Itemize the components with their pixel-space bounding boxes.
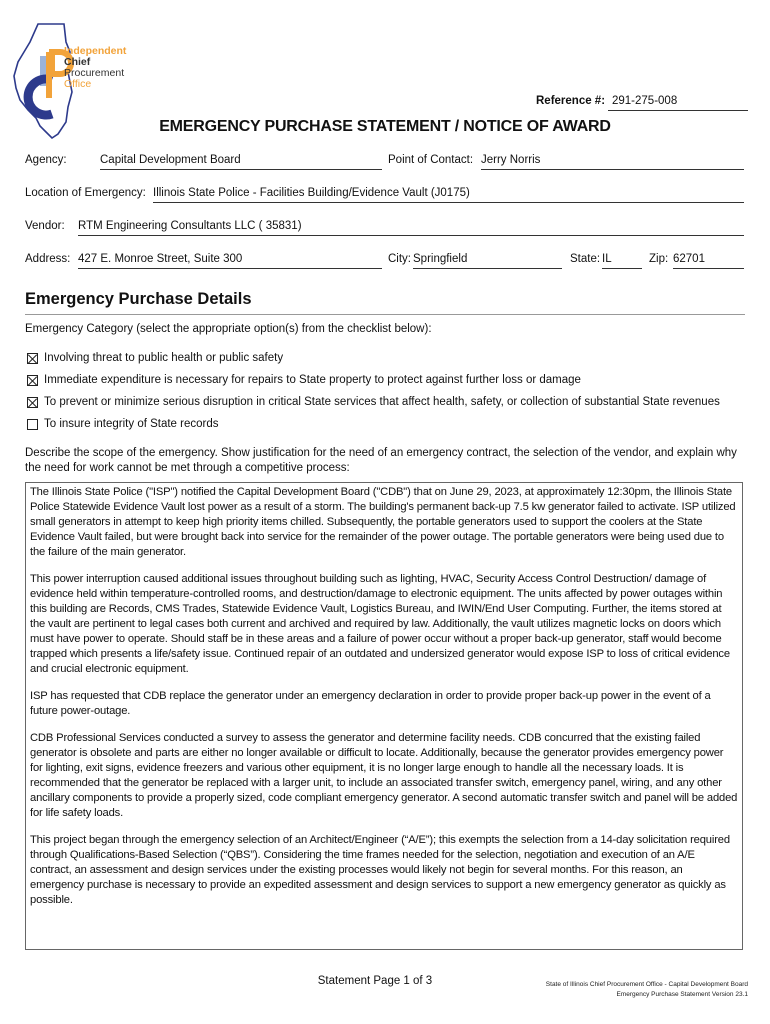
scope-paragraph: This power interruption caused additional issues throughout building such as lighting, HVAC, Security Access Control Destruction/ damage of evidence held within temperature-controlled rooms, and destruction/damage to electronic equipment. The units affected by power outages within this building are Records, CMS Trades, Statewide Evidence Vault, Logistics Bureau, and IWIN/End User Computing. Further, the items stored at the vault are pertinent to legal cases both current and archived and required by law. Additionally, the vault utilizes magnetic locks on doors which must have power to operate. Should staff be in these areas and a failure of power occur without a proper back-up generator, staff would become trapped which presents a life/safety issue. Continued repair of an outdated and undersized generator would expose ISP to loss of critical evidence and crucial electronic equipment. [30, 573, 730, 675]
zip-field[interactable]: 62701 [673, 253, 744, 269]
reference-label: Reference #: [536, 95, 606, 107]
checklist-label: Immediate expenditure is necessary for repairs to State property to protect against further loss or damage [44, 374, 581, 386]
category-prompt: Emergency Category (select the appropriate option(s) from the checklist below): [25, 323, 432, 335]
address-field[interactable]: 427 E. Monroe Street, Suite 300 [78, 253, 382, 269]
describe-prompt: Describe the scope of the emergency. Show justification for the need of an emergency contract, the selection of the vendor, and explain why the need for work cannot be met through a competitive process: [25, 447, 737, 474]
vendor-field[interactable]: RTM Engineering Consultants LLC ( 35831) [78, 220, 744, 236]
agency-label: Agency: [25, 154, 67, 166]
zip-label: Zip: [649, 253, 669, 265]
scope-paragraph: ISP has requested that CDB replace the generator under an emergency declaration in order to provide proper back-up power in the event of a future power-outage. [30, 690, 711, 717]
checklist-item-services[interactable] [27, 396, 720, 408]
scope-paragraph: The Illinois State Police ("ISP") notified the Capital Development Board ("CDB") that on June 29, 2023, at approximately 12:30pm, the Illinois State Police Statewide Evidence Vault lost power as a result of a storm. The building's permanent back-up 7.5 kw generator failed to activate. ISP utilized small generators in attempt to keep high priority items chilled. Subsequently, the portable generators used to support the coolers at the State Evidence Vault failed, but were brought back into service for the remainder of the power outage. The portable generators were being used due to the failure of the main generator. [30, 486, 736, 558]
checklist-label: Involving threat to public health or public safety [44, 352, 284, 364]
logo-line-1: Independent [64, 45, 127, 57]
page-title: EMERGENCY PURCHASE STATEMENT / NOTICE OF AWARD [159, 118, 611, 135]
checklist-item-records[interactable] [27, 418, 219, 430]
checkbox-icon[interactable] [27, 397, 38, 408]
scope-textarea[interactable] [25, 482, 743, 950]
checklist-label: To insure integrity of State records [44, 418, 219, 430]
state-label: State: [570, 253, 601, 265]
checklist-item-public-safety[interactable] [27, 352, 283, 364]
reference-field[interactable]: 291-275-008 [608, 95, 748, 111]
checkbox-icon[interactable] [27, 375, 38, 386]
city-field[interactable]: Springfield [413, 253, 562, 269]
agency-field[interactable]: Capital Development Board [100, 154, 382, 170]
footer-meta [450, 980, 748, 1000]
checklist-label: To prevent or minimize serious disruption in critical State services that affect health, safety, or collection of substantial State revenues [44, 396, 720, 408]
footer-office: State of Illinois Chief Procurement Office - Capital Development Board [545, 981, 748, 988]
city-label: City: [388, 253, 411, 265]
checkbox-icon[interactable] [27, 353, 38, 364]
section-divider [25, 314, 745, 315]
scope-paragraph: This project began through the emergency selection of an Architect/Engineer (“A/E”); this exempts the selection from a 14-day solicitation required through Qualifications-Based Selection (“QBS”). Considering the time frames needed for the selection, negotiation and execution of an A/E contract, an assessment and design services under the existing processes would likely not begin for several months. For this reason, an emergency purchase is necessary to provide an expedited assessment and design services to support a new emergency generator as quickly as possible. [30, 834, 730, 906]
logo-line-2: Chief [64, 56, 91, 68]
section-heading: Emergency Purchase Details [25, 290, 252, 308]
location-label: Location of Emergency: [25, 187, 146, 199]
vendor-label: Vendor: [25, 220, 65, 232]
checklist-item-repairs[interactable] [27, 374, 581, 386]
location-field[interactable]: Illinois State Police - Facilities Building/Evidence Vault (J0175) [153, 187, 744, 203]
logo-line-4: Office [64, 78, 92, 90]
contact-field[interactable]: Jerry Norris [481, 154, 744, 170]
page-number: Statement Page 1 of 3 [317, 975, 433, 987]
logo-wordmark [64, 46, 126, 90]
contact-label: Point of Contact: [388, 154, 474, 166]
footer-version: Emergency Purchase Statement Version 23.1 [616, 991, 748, 998]
checkbox-icon[interactable] [27, 419, 38, 430]
state-field[interactable]: IL [602, 253, 642, 269]
logo-line-3: Procurement [64, 67, 125, 79]
address-label: Address: [25, 253, 71, 265]
scope-paragraph: CDB Professional Services conducted a survey to assess the generator and determine facility needs. CDB concurred that the existing failed generator is obsolete and parts are either no longer available or difficult to locate. Additionally, because the generator provides emergency power for lighting, exit signs, evidence freezers and various other equipment, it is no longer large enough to handle all the necessary loads. It is recommended that the generator be replaced with a larger unit, to include an associated transfer switch, emergency panel, wiring, and any other ancillary components to provide a properly sized, code compliant emergency generator. A second automatic transfer switch and panel will be added for life safety loads. [30, 732, 738, 819]
